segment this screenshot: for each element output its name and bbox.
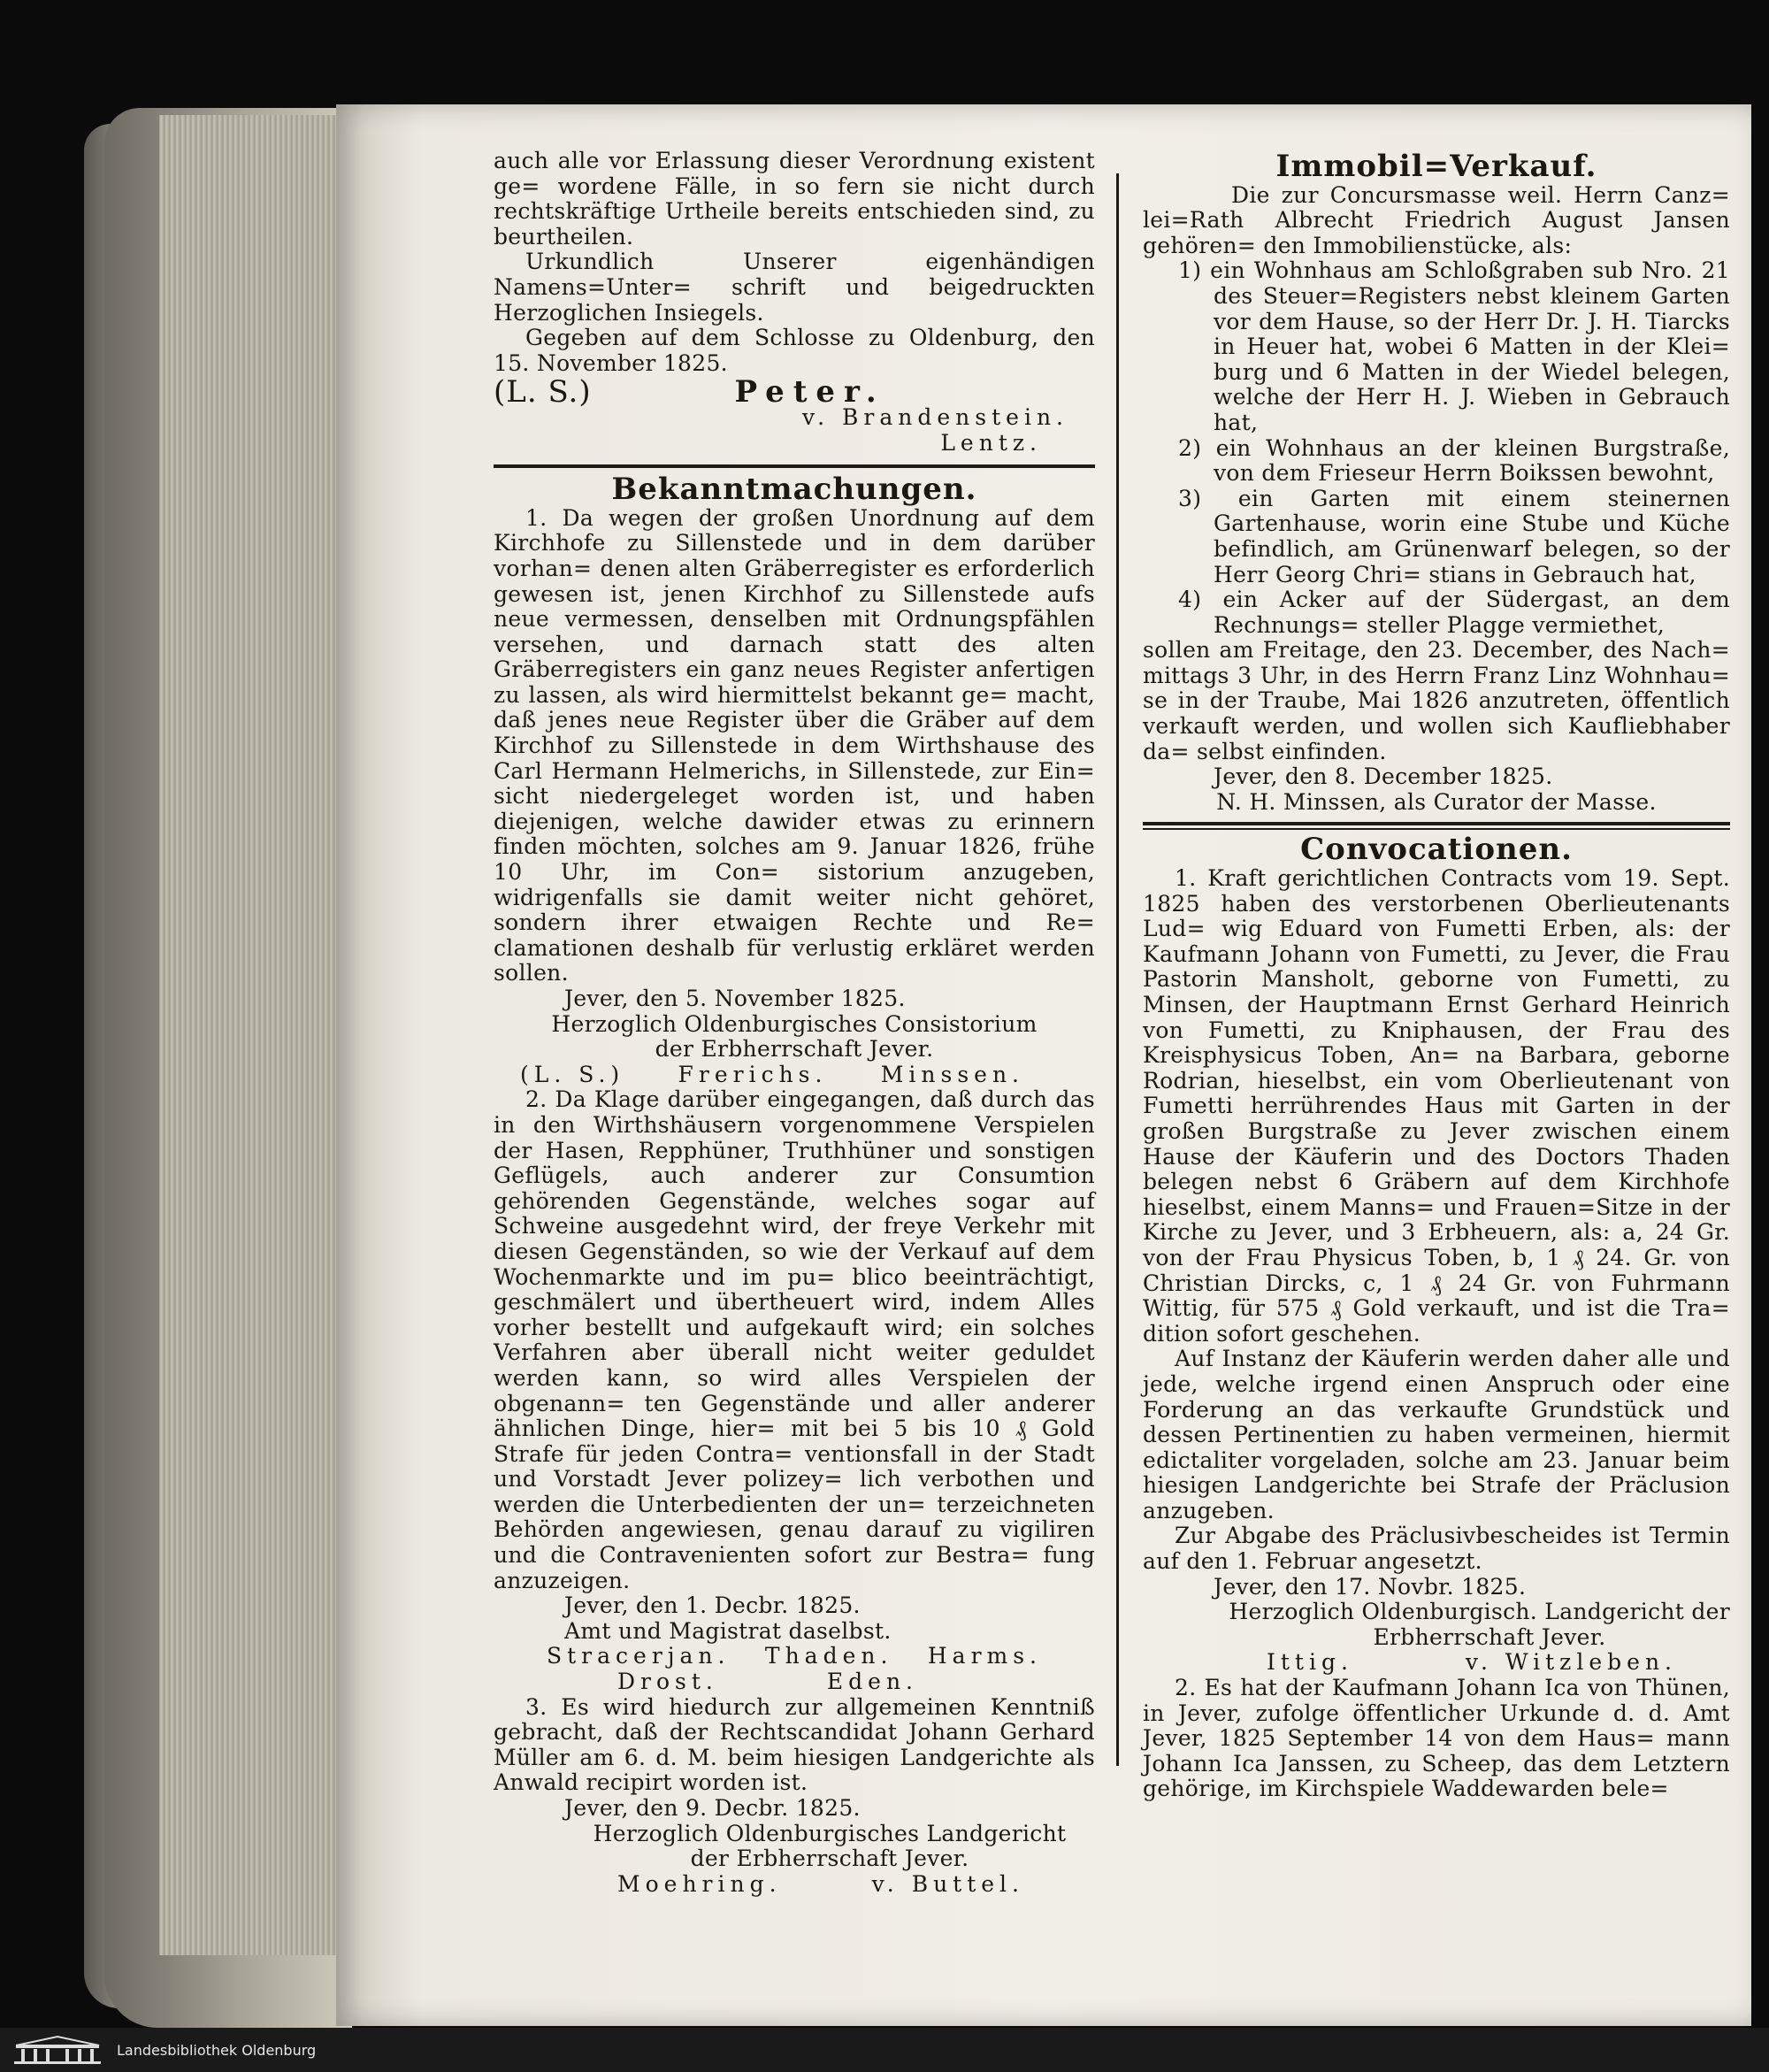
notice-text: Auf Instanz der Käuferin werden daher alle und jede, welche irgend einen Anspruch oder eine Forderung an das verkaufte Grundstück und dessen Pertinentien zu haben vermeinen, hiermit edictaliter vorgeladen, solche am 23. Januar beim hiesigen Landgerichte bei Strafe der Präclusion anzugeben. <box>1143 1346 1730 1523</box>
list-item: 1) ein Wohnhaus am Schloßgraben sub Nro. 21 des Steuer=Registers nebst kleinem Garten vor dem Hause, so der Herr Dr. J. H. Tiarcks in Heuer hat, wobei 6 Matten in der Klei= burg und 6 Matten in der Wiedel belegen, welche der Herr H. J. Wieben in Gebrauch hat, <box>1178 257 1730 435</box>
notice-text: 2. Es hat der Kaufmann Johann Ica von Thünen, in Jever, zufolge öffentlicher Urkunde d. d. Amt Jever, 1825 September 14 von dem Haus= mann Johann Ica Janssen, zu Scheep, das dem Letztern gehörige, im Kirchspiele Waddewarden bele= <box>1143 1675 1730 1802</box>
notice-signature: N. H. Minssen, als Curator der Masse. <box>1216 788 1657 815</box>
signature-row <box>494 1644 1095 1669</box>
signature: Moehring. <box>617 1870 782 1897</box>
signature: Frerichs. <box>678 1061 828 1087</box>
notice-authority: der Erbherrschaft Jever. <box>690 1846 969 1872</box>
library-name: Landesbibliothek Oldenburg <box>117 2041 317 2059</box>
notice-authority: Erbherrschaft Jever. <box>1373 1623 1606 1650</box>
notice-authority: Amt und Magistrat daselbst. <box>564 1617 892 1644</box>
signature: v. Witzleben. <box>1465 1649 1677 1676</box>
separator-rule <box>494 464 1095 468</box>
notice-authority: Herzoglich Oldenburgisch. Landgericht der <box>1229 1599 1730 1625</box>
signature: Thaden. <box>764 1643 893 1669</box>
footer-bar <box>0 2028 1769 2072</box>
section-heading: Convocationen. <box>1300 832 1573 868</box>
signature: Harms. <box>927 1643 1042 1669</box>
seal-mark: (L. S.) <box>520 1061 625 1087</box>
section-heading: Bekanntmachungen. <box>611 472 977 508</box>
left-column <box>494 149 1095 1897</box>
signature-row <box>1143 1650 1730 1676</box>
paragraph: Die zur Concursmasse weil. Herrn Canz= lei=Rath Albrecht Friedrich August Jansen gehören= den Immobilienstücke, als: <box>1143 181 1730 258</box>
notice-authority: der Erbherrschaft Jever. <box>655 1036 934 1063</box>
countersign: Lentz. <box>940 429 1042 456</box>
signature-row <box>494 1669 1095 1695</box>
right-column <box>1143 149 1730 1802</box>
notice-text: 1. Da wegen der großen Unordnung auf dem Kirchhofe zu Sillenstede und in dem darüber vorhan= denen alten Gräberregister es erforderlich gewesen ist, jenen Kirchhof zu Sillenstede aufs neue vermessen, denselben mit Ordnungspfählen versehen, und darnach statt des alten Gräberregisters ein ganz neues Register anfertigen zu lassen, als wird hiermittelst bekannt ge= macht, daß jenes neue Register über die Gräber auf dem Kirchhof zu Sillenstede in dem Wirthshause des Carl Hermann Helmerichs, in Sillenstede, zur Ein= sicht niedergeleget worden ist, und haben diejenigen, welche dawider etwas zu erinnern finden möchten, solches am 9. Januar 1826, frühe 10 Uhr, im Con= sistorium anzugeben, widrigenfalls sie damit weiter nicht gehöret, sondern ihrer etwaigen Rechte und Re= clamationen deshalb für verlustig erkläret werden sollen. <box>494 504 1095 986</box>
signature: Drost. <box>617 1669 718 1695</box>
column-divider <box>1116 173 1119 1766</box>
library-building-icon <box>9 2035 106 2065</box>
notice-text: Zur Abgabe des Präclusivbescheides ist Termin auf den 1. Februar angesetzt. <box>1143 1523 1730 1575</box>
list-item: 4) ein Acker auf der Südergast, an dem Rechnungs= steller Plagge vermiethet, <box>1178 587 1730 638</box>
notice-date: Jever, den 8. December 1825. <box>1214 764 1553 790</box>
section-heading: Immobil=Verkauf. <box>1275 149 1597 184</box>
notice-authority: Herzoglich Oldenburgisches Landgericht <box>593 1820 1067 1846</box>
paragraph: Urkundlich Unserer eigenhändigen Namens=Unter= schrift und beigedruckten Herzoglichen Insiegels. <box>494 249 1095 326</box>
list-item: 3) ein Garten mit einem steinernen Gartenhause, worin eine Stube und Küche befindlich, am Grünenwarf belegen, so der Herr Georg Chri= stians in Gebrauch hat, <box>1178 485 1730 587</box>
signature: Ittig. <box>1267 1649 1353 1676</box>
paragraph: Gegeben auf dem Schlosse zu Oldenburg, den 15. November 1825. <box>494 325 1095 376</box>
notice-text: 3. Es wird hiedurch zur allgemeinen Kenntniß gebracht, daß der Rechtscandidat Johann Gerhard Müller am 6. d. M. beim hiesigen Landgerichte als Anwald recipirt worden ist. <box>494 1693 1095 1796</box>
signature-row <box>494 1872 1095 1898</box>
signature: Minssen. <box>880 1061 1024 1087</box>
list-item: 2) ein Wohnhaus an der kleinen Burgstraße, von dem Frieseur Herrn Boikssen bewohnt, <box>1178 434 1730 487</box>
signature: v. Buttel. <box>871 1870 1024 1897</box>
signature-row <box>494 1063 1095 1088</box>
notice-date: Jever, den 17. Novbr. 1825. <box>1214 1573 1527 1600</box>
paragraph: sollen am Freitage, den 23. December, des Nach= mittags 3 Uhr, in des Herrn Franz Linz Wohnhau= se in der Traube, Mai 1826 anzutreten, öffentlich verkauft werden, und wollen sich Kaufliebhaber da= selbst einfinden. <box>1143 637 1730 764</box>
notice-date: Jever, den 5. November 1825. <box>564 986 906 1011</box>
notice-date: Jever, den 9. Decbr. 1825. <box>564 1795 861 1821</box>
notice-authority: Herzoglich Oldenburgisches Consistorium <box>551 1010 1038 1037</box>
notice-text: 2. Da Klage darüber eingegangen, daß durch das in den Wirthshäusern vorgenommene Verspielen der Hasen, Repphüner, Truthhüner und sonstigen Geflügels, auch anderer zur Consumtion gehörenden Gegenstände, welches sogar auf Schweine ausgedehnt wird, der freye Verkehr mit diesen Gegenständen, so wie der Verkauf auf dem Wochenmarkte und im pu= blico beeinträchtigt, geschmälert und übertheuert wird, indem Alles vorher bestellt und aufgekauft wird; ein solches Verfahren aber überall nicht weiter geduldet werden kann, so wird alles Verspielen der obgenann= ten Gegenstände und aller anderer ähnlichen Dinge, hier= mit bei 5 bis 10 ₰ Gold Strafe für jeden Contra= ventionsfall in der Stadt und Vorstadt Jever polizey= lich verbothen und werden die Unterbedienten der un= terzeichneten Behörden angewiesen, genau darauf zu vigiliren und die Contravenienten sofort zur Bestra= fung anzuzeigen. <box>494 1086 1095 1593</box>
seal-mark: (L. S.) <box>494 374 592 411</box>
signature: Stracerjan. <box>547 1643 731 1669</box>
separator-rule <box>1143 822 1730 830</box>
signature-peter: Peter. <box>734 374 885 411</box>
item-list <box>1143 258 1730 638</box>
signature: Eden. <box>826 1669 918 1695</box>
seal-line <box>494 374 1095 411</box>
page-stack <box>159 115 345 1955</box>
paragraph: auch alle vor Erlassung dieser Verordnung existent ge= wordene Fälle, in so fern sie nicht durch rechtskräftige Urtheile bereits entschieden sind, zu beurtheilen. <box>494 148 1095 249</box>
notice-date: Jever, den 1. Decbr. 1825. <box>564 1592 861 1619</box>
notice-text: 1. Kraft gerichtlichen Contracts vom 19. Sept. 1825 haben des verstorbenen Oberlieutenants Lud= wig Eduard von Fumetti Erben, als: der Kaufmann Johann von Fumetti, zu Jever, die Frau Pastorin Mansholt, geborne von Fumetti, zu Minsen, der Hauptmann Ernst Gerhard Heinrich von Fumetti, zu Kniphausen, der Frau des Kreisphysicus Toben, An= na Barbara, geborne Rodrian, hieselbst, ein vom Oberlieutenant von Fumetti herrührendes Haus mit Garten in der großen Burgstraße zu Jever zwischen einem Hause der Käuferin und des Doctors Thaden belegen nebst 6 Gräbern auf dem Kirchhofe hieselbst, einem Manns= und Frauen=Sitze in der Kirche zu Jever, und 3 Erbheuern, als: a, 24 Gr. von der Frau Physicus Toben, b, 1 ₰ 24. Gr. von Christian Dircks, c, 1 ₰ 24 Gr. von Fuhrmann Wittig, für 575 ₰ Gold verkauft, und ist die Tra= dition sofort geschehen. <box>1143 865 1730 1347</box>
countersign: v. Brandenstein. <box>802 403 1068 430</box>
